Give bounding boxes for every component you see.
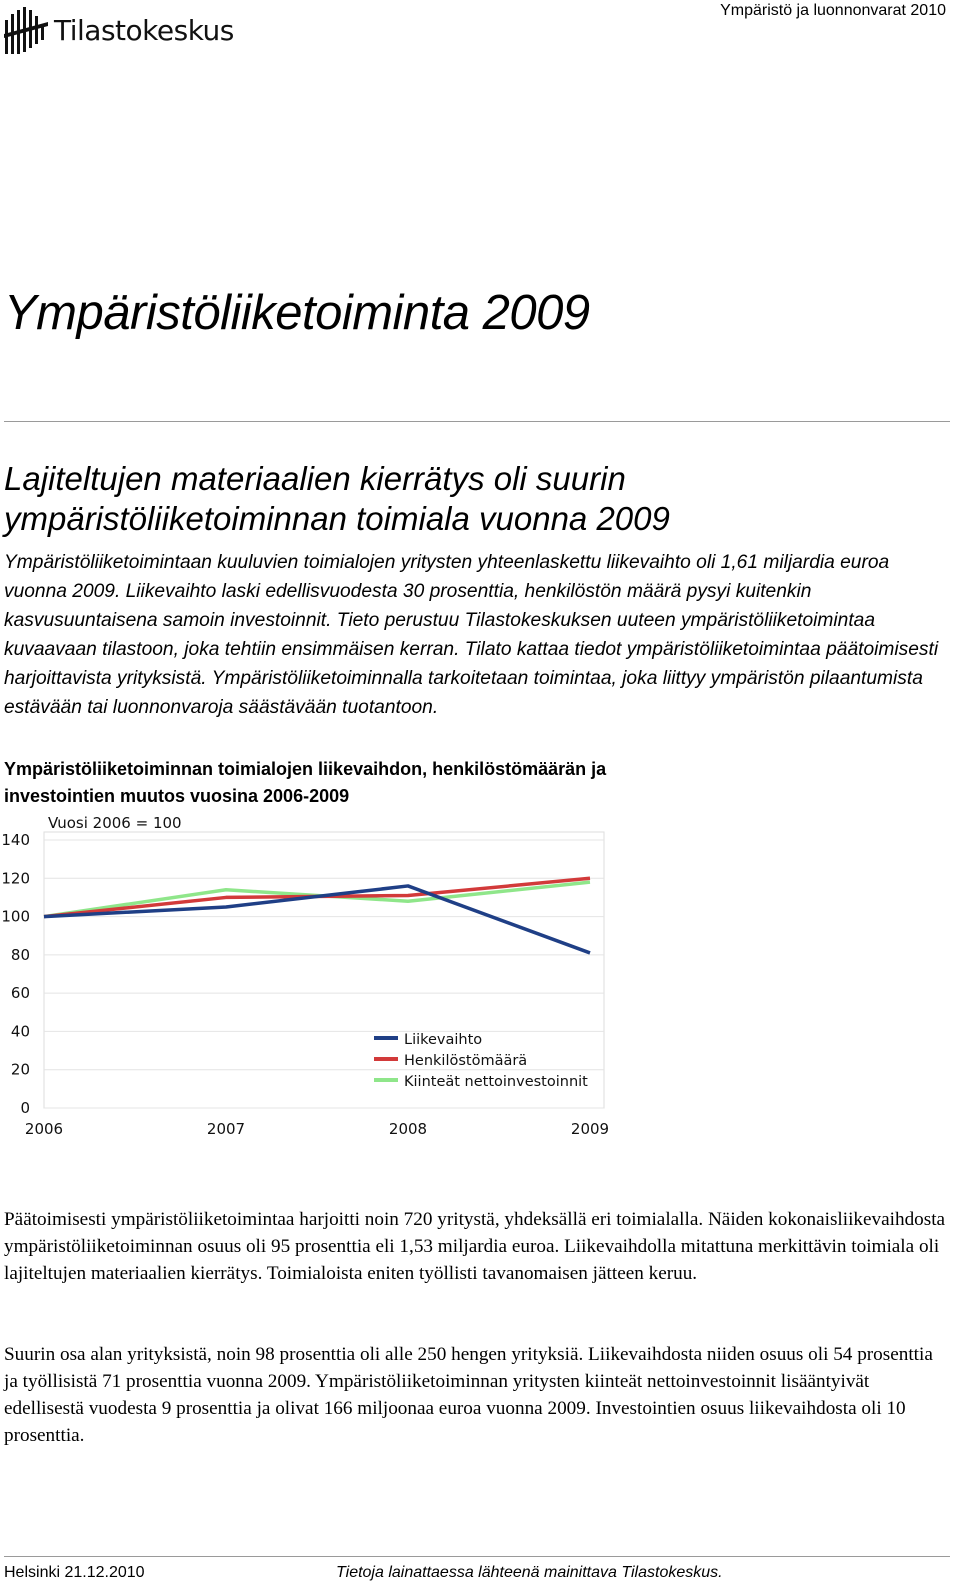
- title-divider: [4, 421, 950, 422]
- x-tick-label: 2008: [388, 1120, 428, 1138]
- logo-mark-icon: [2, 4, 52, 56]
- logo-text: Tilastokeskus: [54, 14, 234, 47]
- lead-paragraph: Ympäristöliiketoimintaan kuuluvien toimialojen yritysten yhteenlaskettu liikevaihto oli 1,61 miljardia euroa vuonna 2009. Liikevaihto laski edellisvuodesta 30 prosenttia, henkilöstön määrä pysyi kuitenkin kasvusuuntaisena samoin investoinnit. Tieto perustuu Tilastokeskuksen uuteen ympäristöliiketoimintaa kuvaavaan tilastoon, joka tehtiin ensimmäisen kerran. Tilato kattaa tiedot ympäristöliiketoimintaa päätoimisesti harjoittavista yrityksistä. Ympäristöliiketoiminnalla tarkoitetaan toimintaa, joka liittyy ympäristön pilaantumista estävään tai luonnonvaroja säästävään tuotantoon.: [4, 552, 939, 718]
- y-tick-label: 60: [10, 984, 30, 1003]
- body-paragraph-2: Suurin osa alan yrityksistä, noin 98 prosenttia oli alle 250 hengen yrityksiä. Liikevaihdosta niiden osuus oli 54 prosenttia ja työllisistä 71 prosenttia vuonna 2009. Ympäristöliiketoiminnan yritysten kiinteät nettoinvestoinnit lisääntyivät edellisestä vuodesta 9 prosenttia ja olivat 166 miljoonaa euroa vuonna 2009. Investointien osuus liikevaihdosta oli 10 prosenttia.: [4, 1344, 933, 1446]
- x-tick-label: 2007: [206, 1120, 246, 1138]
- footer-citation: Tietoja lainattaessa lähteenä mainittava Tilastokeskus.: [336, 1564, 723, 1581]
- publication-name: Ympäristö ja luonnonvarat 2010: [720, 2, 946, 19]
- subtitle: Lajiteltujen materiaalien kierrätys oli suurin ympäristöliiketoiminnan toimiala vuonna 2009: [4, 460, 670, 537]
- body-paragraph-1: Päätoimisesti ympäristöliiketoimintaa harjoitti noin 720 yritystä, yhdeksällä eri toimialalla. Näiden kokonaisliikevaihdosta ympäristöliiketoiminnan osuus oli 95 prosenttia eli 1,53 miljardia euroa. Liikevaihdolla mitattuna merkittävin toimiala oli lajiteltujen materiaalien kierrätys. Toimialoista eniten työllisti tavanomaisen jätteen keruu.: [4, 1209, 946, 1284]
- page-title: Ympäristöliiketoiminta 2009: [4, 286, 590, 340]
- y-tick-label: 40: [10, 1022, 30, 1041]
- legend-label: Henkilöstömäärä: [404, 1053, 528, 1069]
- y-tick-label: 100: [1, 907, 30, 926]
- x-tick-label: 2009: [570, 1120, 610, 1138]
- legend-label: Liikevaihto: [404, 1032, 483, 1048]
- y-tick-label: 120: [1, 869, 30, 888]
- footer-divider: [4, 1556, 950, 1557]
- footer-date: Helsinki 21.12.2010: [4, 1564, 145, 1581]
- y-tick-label: 140: [1, 831, 30, 849]
- x-tick-label: 2006: [24, 1120, 64, 1138]
- y-tick-label: 20: [10, 1060, 30, 1079]
- chart-subtitle: Vuosi 2006 = 100: [48, 814, 182, 832]
- logo: [0, 4, 250, 56]
- line-chart: [0, 810, 610, 1145]
- chart-heading: Ympäristöliiketoiminnan toimialojen liikevaihdon, henkilöstömäärän ja investointien muutos vuosina 2006-2009: [4, 759, 607, 806]
- y-tick-label: 80: [10, 945, 30, 964]
- legend-label: Kiinteät nettoinvestoinnit: [404, 1074, 588, 1090]
- y-tick-label: 0: [20, 1099, 30, 1117]
